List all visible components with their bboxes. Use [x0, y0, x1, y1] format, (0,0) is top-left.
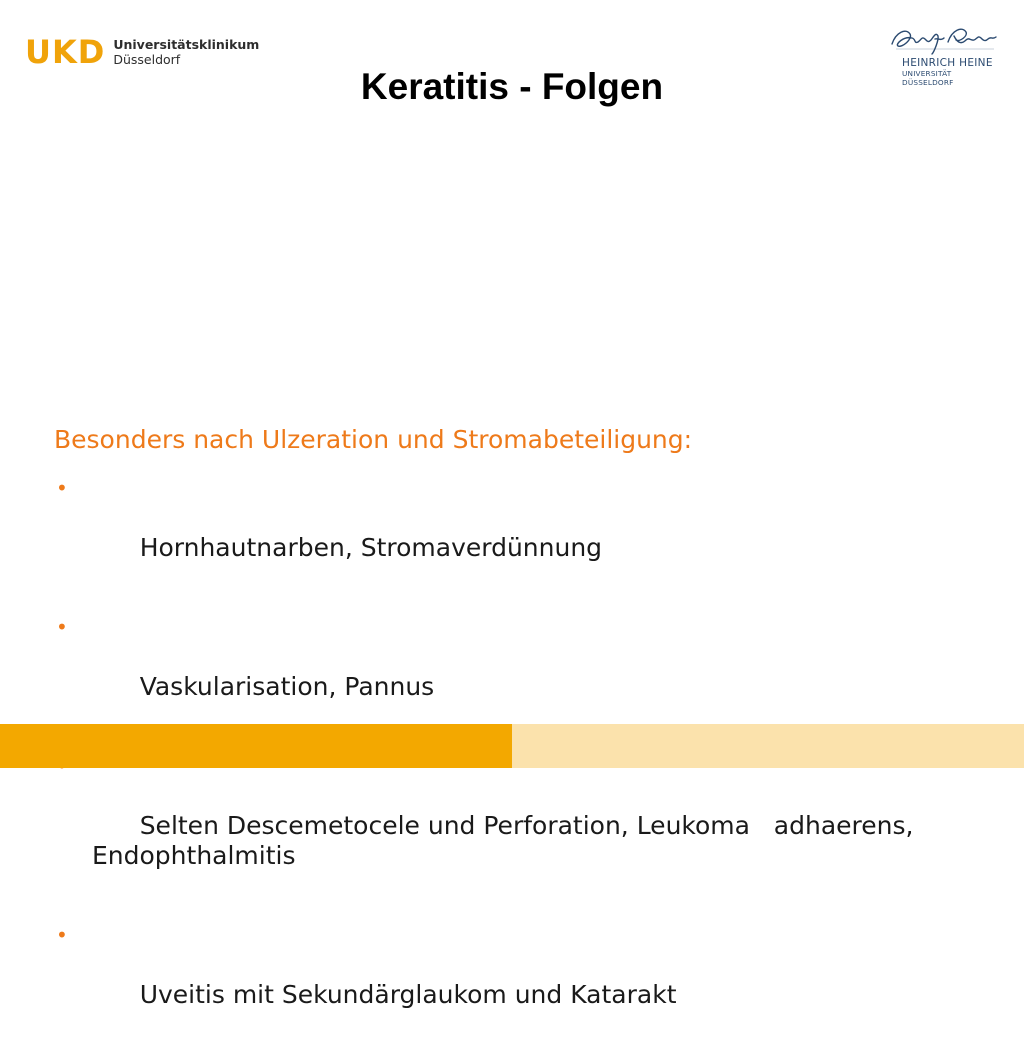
intro-text: Besonders nach Ulzeration und Stromabeteiligung:	[54, 425, 693, 454]
hhu-logo-name: HEINRICH HEINE	[902, 57, 993, 69]
slide-title: Keratitis - Folgen	[360, 66, 664, 107]
list-item	[54, 612, 974, 732]
ukd-logo-text	[113, 37, 259, 67]
ukd-logo-mark: UKD	[25, 33, 106, 71]
heine-signature-icon	[888, 22, 1000, 56]
list-item-text: Uveitis mit Sekundärglaukom und Katarakt	[139, 980, 677, 1009]
bullet-icon: •	[56, 476, 68, 500]
bullet-icon: •	[56, 615, 68, 639]
ukd-logo	[25, 33, 260, 71]
list-item	[54, 473, 974, 593]
list-item-text: Vaskularisation, Pannus	[139, 672, 435, 701]
ukd-logo-line1: Universitätsklinikum	[113, 37, 260, 52]
list-item	[54, 751, 974, 901]
footer-bar-right	[512, 724, 1024, 768]
list-item	[54, 920, 974, 1040]
list-item-text: Hornhautnarben, Stromaverdünnung	[139, 533, 603, 562]
bullet-icon: •	[56, 923, 68, 947]
hhu-logo-university: UNIVERSITÄT DÜSSELDORF	[902, 69, 954, 87]
footer-bar-left	[0, 724, 512, 768]
list-item-text: Selten Descemetocele und Perforation, Leukoma adhaerens, Endophthalmitis	[92, 811, 922, 870]
ukd-logo-line2: Düsseldorf	[113, 52, 181, 67]
